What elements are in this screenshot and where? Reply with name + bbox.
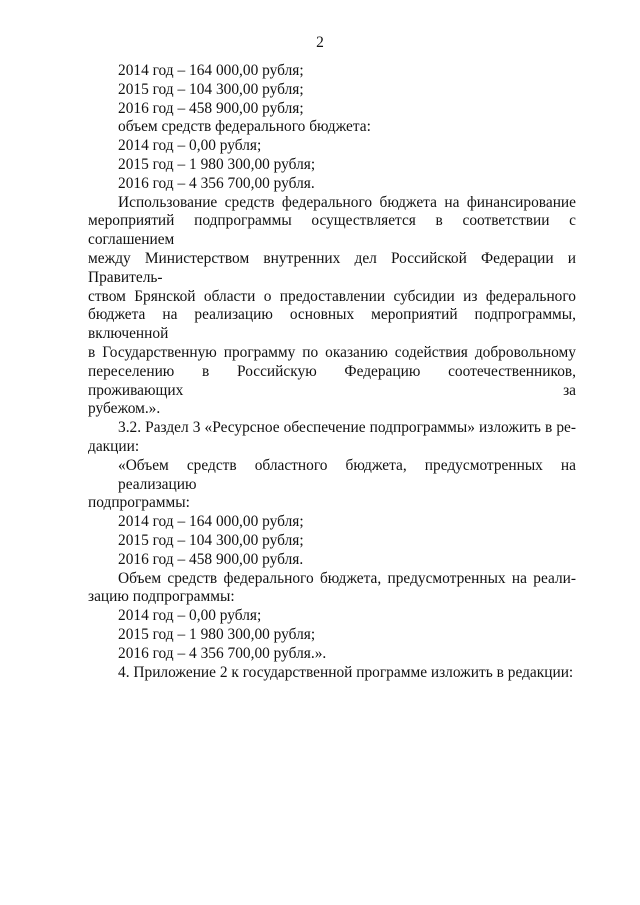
budget-line: 2016 год – 458 900,00 рубля; [118, 99, 304, 117]
paragraph-regional-budget [88, 457, 576, 513]
budget-lines-regional [88, 513, 576, 569]
paragraph-federal-usage [88, 194, 576, 420]
budget-lines-top [88, 62, 576, 194]
paragraph-line: подпрограммы: [88, 494, 190, 512]
paragraph-4: 4. Приложение 2 к государственной программе изложить в редакции: [118, 663, 574, 681]
budget-line: 2015 год – 104 300,00 рубля; [118, 80, 304, 98]
paragraph-line: в Государственную программу по оказанию содействия добровольному [88, 343, 576, 361]
budget-lines-federal [88, 607, 576, 663]
paragraph-line: между Министерством внутренних дел Российской Федерации и Правитель- [88, 249, 576, 286]
paragraph-line: зацию подпрограммы: [88, 588, 235, 606]
budget-line: 2015 год – 1 980 300,00 рубля; [118, 625, 316, 643]
paragraph-line: ством Брянской области о предоставлении субсидии из федерального [88, 287, 576, 305]
paragraph-line: Использование средств федерального бюджета на финансирование [118, 193, 576, 211]
budget-line: 2014 год – 0,00 рубля; [118, 607, 262, 625]
paragraph-federal-budget [88, 570, 576, 608]
federal-budget-heading: объем средств федерального бюджета: [118, 118, 371, 136]
paragraph-line: рубежом.». [88, 400, 161, 418]
budget-line: 2014 год – 164 000,00 рубля; [118, 62, 304, 79]
budget-line: 2014 год – 0,00 рубля; [118, 137, 262, 155]
paragraph-line: «Объем средств областного бюджета, предусмотренных на реализацию [118, 456, 576, 493]
budget-line: 2016 год – 4 356 700,00 рубля.». [118, 644, 327, 662]
budget-line: 2016 год – 4 356 700,00 рубля. [118, 174, 315, 192]
paragraph-line: 3.2. Раздел 3 «Ресурсное обеспечение подпрограммы» изложить в ре- [118, 419, 576, 437]
budget-line: 2015 год – 1 980 300,00 рубля; [118, 155, 316, 173]
page-number: 2 [316, 34, 324, 51]
paragraph-line: Объем средств федерального бюджета, предусмотренных на реали- [118, 569, 576, 587]
budget-line: 2016 год – 458 900,00 рубля. [118, 550, 304, 568]
budget-line: 2015 год – 104 300,00 рубля; [118, 531, 304, 549]
paragraph-line: мероприятий подпрограммы осуществляется в соответствии с соглашением [88, 212, 576, 249]
paragraph-line: бюджета на реализацию основных мероприятий подпрограммы, включенной [88, 306, 576, 343]
paragraph-line: дакции: [88, 437, 140, 455]
document-body [88, 62, 576, 682]
budget-line: 2014 год – 164 000,00 рубля; [118, 513, 304, 531]
paragraph-line: переселению в Российскую Федерацию соотечественников, проживающих за [88, 362, 576, 399]
paragraph-3-2 [88, 419, 576, 457]
